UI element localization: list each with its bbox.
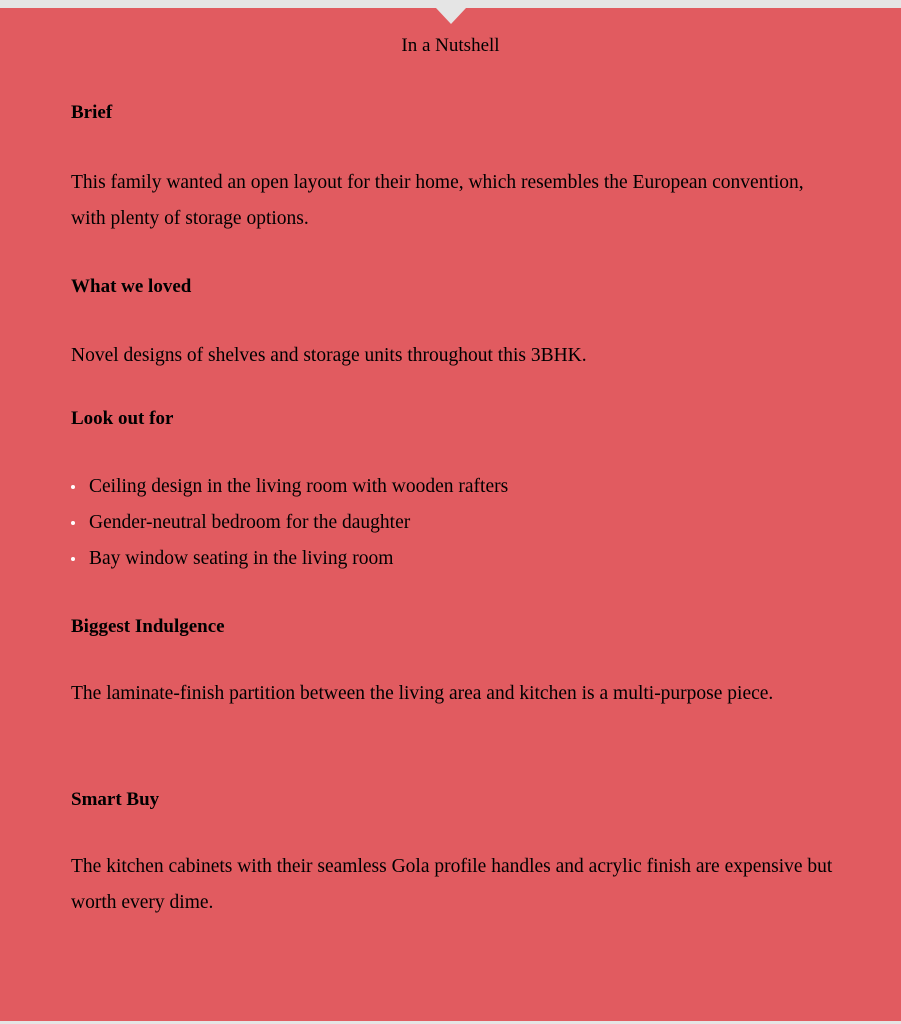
bullet-icon xyxy=(71,521,75,525)
text-brief: This family wanted an open layout for their home, which resembles the European convention, with plenty of storage options. xyxy=(71,172,804,229)
text-what-we-loved: Novel designs of shelves and storage units throughout this 3BHK. xyxy=(71,345,587,366)
list-item xyxy=(71,541,508,577)
heading-biggest-indulgence: Biggest Indulgence xyxy=(71,616,225,637)
heading-brief: Brief xyxy=(71,102,113,123)
bullet-icon xyxy=(71,557,75,561)
card-title: In a Nutshell xyxy=(401,35,500,56)
list-item-label: Bay window seating in the living room xyxy=(89,548,394,569)
list-item xyxy=(71,469,508,505)
list-item xyxy=(71,505,508,541)
look-out-list xyxy=(71,469,508,577)
list-item-label: Gender-neutral bedroom for the daughter xyxy=(89,512,411,533)
heading-what-we-loved: What we loved xyxy=(71,276,192,297)
list-item-label: Ceiling design in the living room with wooden rafters xyxy=(89,476,509,497)
bullet-icon xyxy=(71,485,75,489)
text-smart-buy: The kitchen cabinets with their seamless Gola profile handles and acrylic finish are expensive but worth every dime. xyxy=(71,856,833,913)
pointer-notch xyxy=(436,8,466,24)
heading-smart-buy: Smart Buy xyxy=(71,789,160,810)
text-biggest-indulgence: The laminate-finish partition between the living area and kitchen is a multi-purpose piece. xyxy=(71,683,774,704)
heading-look-out-for: Look out for xyxy=(71,408,174,429)
